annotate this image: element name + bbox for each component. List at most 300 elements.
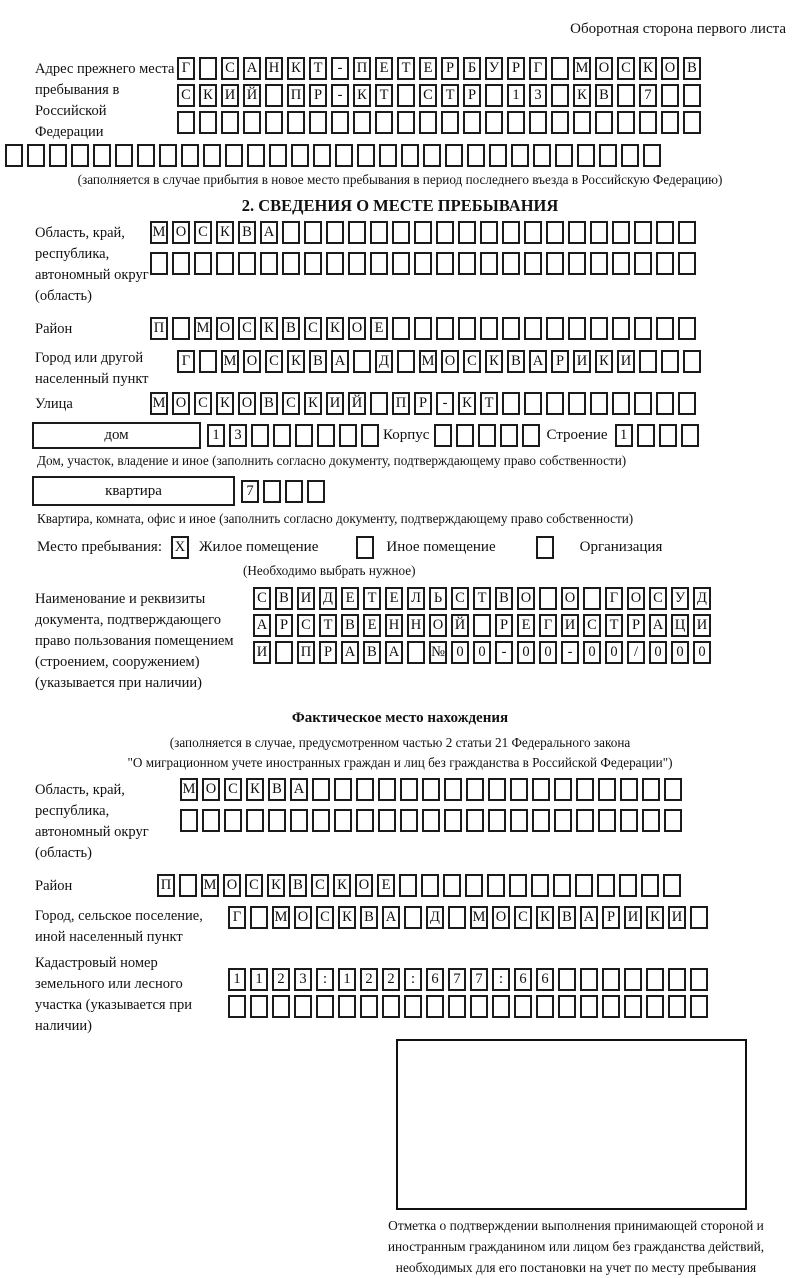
char-cell[interactable] [335, 144, 353, 167]
char-cell[interactable]: К [338, 906, 356, 929]
char-cell[interactable] [663, 874, 681, 897]
char-cell[interactable] [624, 995, 642, 1018]
char-cell[interactable] [370, 221, 388, 244]
char-cell[interactable] [646, 995, 664, 1018]
char-cell[interactable] [260, 252, 278, 275]
char-cell[interactable] [356, 536, 374, 559]
char-cell[interactable] [370, 392, 388, 415]
char-cell[interactable] [5, 144, 23, 167]
char-cell[interactable]: Й [348, 392, 366, 415]
char-cell[interactable] [507, 111, 525, 134]
char-cell[interactable] [269, 144, 287, 167]
char-cell[interactable]: С [224, 778, 242, 801]
char-cell[interactable] [448, 995, 466, 1018]
char-cell[interactable] [400, 809, 418, 832]
char-cell[interactable] [583, 587, 601, 610]
char-cell[interactable]: Т [375, 84, 393, 107]
char-cell[interactable]: Е [517, 614, 535, 637]
char-cell[interactable] [379, 144, 397, 167]
char-cell[interactable] [414, 252, 432, 275]
char-cell[interactable]: А [253, 614, 271, 637]
char-cell[interactable] [180, 809, 198, 832]
char-cell[interactable]: В [282, 317, 300, 340]
char-cell[interactable]: А [260, 221, 278, 244]
char-cell[interactable] [487, 874, 505, 897]
char-cell[interactable] [642, 809, 660, 832]
char-cell[interactable] [555, 144, 573, 167]
char-cell[interactable]: И [668, 906, 686, 929]
char-cell[interactable] [199, 350, 217, 373]
char-cell[interactable]: 2 [272, 968, 290, 991]
char-cell[interactable] [360, 995, 378, 1018]
char-cell[interactable]: 0 [517, 641, 535, 664]
char-cell[interactable]: Е [363, 614, 381, 637]
char-cell[interactable]: 7 [448, 968, 466, 991]
char-cell[interactable] [172, 252, 190, 275]
char-cell[interactable] [536, 995, 554, 1018]
char-cell[interactable]: С [311, 874, 329, 897]
char-cell[interactable] [317, 424, 335, 447]
char-cell[interactable] [463, 111, 481, 134]
char-cell[interactable] [656, 252, 674, 275]
char-cell[interactable] [524, 392, 542, 415]
char-cell[interactable] [641, 874, 659, 897]
char-cell[interactable]: : [404, 968, 422, 991]
char-cell[interactable] [436, 252, 454, 275]
char-cell[interactable] [617, 84, 635, 107]
char-cell[interactable]: О [517, 587, 535, 610]
char-cell[interactable] [268, 809, 286, 832]
char-cell[interactable]: Г [539, 614, 557, 637]
char-cell[interactable]: М [573, 57, 591, 80]
char-cell[interactable]: К [353, 84, 371, 107]
char-cell[interactable]: 2 [382, 968, 400, 991]
char-cell[interactable] [576, 778, 594, 801]
char-cell[interactable] [304, 252, 322, 275]
char-cell[interactable] [382, 995, 400, 1018]
char-cell[interactable]: О [172, 221, 190, 244]
char-cell[interactable]: К [646, 906, 664, 929]
char-cell[interactable] [399, 874, 417, 897]
char-cell[interactable] [225, 144, 243, 167]
char-cell[interactable] [313, 144, 331, 167]
char-cell[interactable]: Г [605, 587, 623, 610]
char-cell[interactable] [634, 392, 652, 415]
char-cell[interactable]: В [495, 587, 513, 610]
char-cell[interactable]: Р [627, 614, 645, 637]
char-cell[interactable]: В [268, 778, 286, 801]
char-cell[interactable] [265, 84, 283, 107]
char-cell[interactable] [546, 392, 564, 415]
char-cell[interactable]: - [561, 641, 579, 664]
char-cell[interactable] [356, 778, 374, 801]
char-cell[interactable]: М [272, 906, 290, 929]
char-cell[interactable]: О [294, 906, 312, 929]
char-cell[interactable] [639, 350, 657, 373]
char-cell[interactable] [426, 995, 444, 1018]
char-cell[interactable] [620, 809, 638, 832]
char-cell[interactable]: 0 [451, 641, 469, 664]
char-cell[interactable] [49, 144, 67, 167]
char-cell[interactable]: О [561, 587, 579, 610]
char-cell[interactable]: И [253, 641, 271, 664]
char-cell[interactable] [664, 778, 682, 801]
char-cell[interactable] [392, 252, 410, 275]
char-cell[interactable] [326, 221, 344, 244]
char-cell[interactable] [444, 809, 462, 832]
char-cell[interactable] [595, 111, 613, 134]
char-cell[interactable] [397, 111, 415, 134]
char-cell[interactable]: М [201, 874, 219, 897]
char-cell[interactable] [448, 906, 466, 929]
char-cell[interactable]: М [419, 350, 437, 373]
char-cell[interactable]: П [157, 874, 175, 897]
char-cell[interactable]: К [326, 317, 344, 340]
char-cell[interactable]: Р [602, 906, 620, 929]
char-cell[interactable] [339, 424, 357, 447]
char-cell[interactable] [602, 968, 620, 991]
char-cell[interactable] [348, 252, 366, 275]
char-cell[interactable] [202, 809, 220, 832]
char-cell[interactable]: В [289, 874, 307, 897]
char-cell[interactable] [546, 317, 564, 340]
char-cell[interactable] [137, 144, 155, 167]
char-cell[interactable] [348, 221, 366, 244]
char-cell[interactable] [590, 317, 608, 340]
char-cell[interactable]: 3 [529, 84, 547, 107]
char-cell[interactable]: Т [309, 57, 327, 80]
char-cell[interactable] [480, 317, 498, 340]
char-cell[interactable] [356, 809, 374, 832]
char-cell[interactable] [282, 221, 300, 244]
char-cell[interactable]: А [529, 350, 547, 373]
char-cell[interactable] [291, 144, 309, 167]
char-cell[interactable]: Р [414, 392, 432, 415]
char-cell[interactable] [524, 252, 542, 275]
char-cell[interactable] [646, 968, 664, 991]
char-cell[interactable] [546, 252, 564, 275]
char-cell[interactable] [334, 809, 352, 832]
char-cell[interactable] [558, 968, 576, 991]
char-cell[interactable]: Т [397, 57, 415, 80]
char-cell[interactable]: П [392, 392, 410, 415]
char-cell[interactable] [554, 778, 572, 801]
char-cell[interactable]: А [331, 350, 349, 373]
char-cell[interactable]: А [290, 778, 308, 801]
char-cell[interactable] [575, 874, 593, 897]
char-cell[interactable] [619, 874, 637, 897]
char-cell[interactable] [181, 144, 199, 167]
char-cell[interactable] [511, 144, 529, 167]
char-cell[interactable]: П [353, 57, 371, 80]
char-cell[interactable] [502, 392, 520, 415]
char-cell[interactable]: Д [319, 587, 337, 610]
char-cell[interactable]: № [429, 641, 447, 664]
char-cell[interactable] [467, 144, 485, 167]
char-cell[interactable]: 1 [228, 968, 246, 991]
char-cell[interactable] [678, 221, 696, 244]
char-cell[interactable] [510, 778, 528, 801]
char-cell[interactable] [295, 424, 313, 447]
char-cell[interactable] [558, 995, 576, 1018]
char-cell[interactable] [643, 144, 661, 167]
char-cell[interactable] [357, 144, 375, 167]
char-cell[interactable]: Р [309, 84, 327, 107]
char-cell[interactable] [263, 480, 281, 503]
char-cell[interactable] [443, 874, 461, 897]
char-cell[interactable]: П [287, 84, 305, 107]
char-cell[interactable]: С [304, 317, 322, 340]
char-cell[interactable] [478, 424, 496, 447]
char-cell[interactable] [326, 252, 344, 275]
char-cell[interactable]: М [470, 906, 488, 929]
char-cell[interactable] [307, 480, 325, 503]
char-cell[interactable] [678, 252, 696, 275]
char-cell[interactable] [246, 809, 264, 832]
char-cell[interactable] [598, 778, 616, 801]
char-cell[interactable]: О [202, 778, 220, 801]
char-cell[interactable]: К [536, 906, 554, 929]
char-cell[interactable]: В [558, 906, 576, 929]
char-cell[interactable] [639, 111, 657, 134]
char-cell[interactable]: Н [385, 614, 403, 637]
char-cell[interactable]: К [573, 84, 591, 107]
char-cell[interactable]: К [246, 778, 264, 801]
char-cell[interactable]: 1 [338, 968, 356, 991]
char-cell[interactable] [150, 252, 168, 275]
char-cell[interactable]: О [223, 874, 241, 897]
char-cell[interactable] [458, 221, 476, 244]
char-cell[interactable] [551, 57, 569, 80]
char-cell[interactable] [502, 252, 520, 275]
char-cell[interactable]: В [683, 57, 701, 80]
char-cell[interactable]: / [627, 641, 645, 664]
char-cell[interactable] [554, 809, 572, 832]
char-cell[interactable]: Г [529, 57, 547, 80]
char-cell[interactable]: К [287, 350, 305, 373]
char-cell[interactable] [251, 424, 269, 447]
char-cell[interactable] [617, 111, 635, 134]
char-cell[interactable] [247, 144, 265, 167]
char-cell[interactable]: С [451, 587, 469, 610]
char-cell[interactable] [397, 84, 415, 107]
char-cell[interactable] [664, 809, 682, 832]
char-cell[interactable]: 6 [514, 968, 532, 991]
char-cell[interactable] [294, 995, 312, 1018]
char-cell[interactable] [221, 111, 239, 134]
char-cell[interactable]: У [485, 57, 503, 80]
char-cell[interactable]: В [275, 587, 293, 610]
char-cell[interactable] [612, 392, 630, 415]
char-cell[interactable]: О [216, 317, 234, 340]
char-cell[interactable]: Е [385, 587, 403, 610]
char-cell[interactable]: Т [363, 587, 381, 610]
char-cell[interactable]: - [436, 392, 454, 415]
char-cell[interactable] [304, 221, 322, 244]
char-cell[interactable]: С [177, 84, 195, 107]
char-cell[interactable]: 7 [470, 968, 488, 991]
char-cell[interactable] [465, 874, 483, 897]
char-cell[interactable] [480, 221, 498, 244]
char-cell[interactable] [436, 317, 454, 340]
char-cell[interactable]: В [595, 84, 613, 107]
char-cell[interactable]: 0 [605, 641, 623, 664]
char-cell[interactable]: 0 [539, 641, 557, 664]
char-cell[interactable]: - [331, 57, 349, 80]
char-cell[interactable] [272, 995, 290, 1018]
char-cell[interactable] [532, 778, 550, 801]
char-cell[interactable] [397, 350, 415, 373]
char-cell[interactable]: С [617, 57, 635, 80]
char-cell[interactable]: - [331, 84, 349, 107]
char-cell[interactable]: А [385, 641, 403, 664]
char-cell[interactable] [612, 252, 630, 275]
char-cell[interactable]: Н [407, 614, 425, 637]
char-cell[interactable] [243, 111, 261, 134]
char-cell[interactable]: С [419, 84, 437, 107]
char-cell[interactable] [656, 392, 674, 415]
char-cell[interactable]: А [382, 906, 400, 929]
char-cell[interactable] [331, 111, 349, 134]
char-cell[interactable] [488, 778, 506, 801]
char-cell[interactable]: Й [243, 84, 261, 107]
char-cell[interactable] [576, 809, 594, 832]
char-cell[interactable] [668, 995, 686, 1018]
char-cell[interactable] [668, 968, 686, 991]
char-cell[interactable] [273, 424, 291, 447]
char-cell[interactable]: 0 [671, 641, 689, 664]
char-cell[interactable]: О [348, 317, 366, 340]
char-cell[interactable] [466, 778, 484, 801]
char-cell[interactable] [661, 350, 679, 373]
char-cell[interactable] [334, 778, 352, 801]
char-cell[interactable]: О [441, 350, 459, 373]
char-cell[interactable]: В [363, 641, 381, 664]
char-cell[interactable] [421, 874, 439, 897]
char-cell[interactable] [637, 424, 655, 447]
char-cell[interactable] [177, 111, 195, 134]
char-cell[interactable] [634, 317, 652, 340]
char-cell[interactable] [514, 995, 532, 1018]
char-cell[interactable]: 6 [536, 968, 554, 991]
char-cell[interactable]: Т [441, 84, 459, 107]
char-cell[interactable]: Е [419, 57, 437, 80]
char-cell[interactable]: Е [370, 317, 388, 340]
char-cell[interactable]: А [341, 641, 359, 664]
char-cell[interactable]: Д [426, 906, 444, 929]
char-cell[interactable]: П [297, 641, 315, 664]
char-cell[interactable]: С [253, 587, 271, 610]
char-cell[interactable] [659, 424, 677, 447]
char-cell[interactable] [466, 809, 484, 832]
char-cell[interactable] [683, 111, 701, 134]
char-cell[interactable] [470, 995, 488, 1018]
char-cell[interactable]: О [355, 874, 373, 897]
char-cell[interactable]: К [216, 221, 234, 244]
char-cell[interactable]: И [326, 392, 344, 415]
char-cell[interactable]: А [580, 906, 598, 929]
char-cell[interactable]: С [316, 906, 334, 929]
char-cell[interactable]: В [507, 350, 525, 373]
char-cell[interactable]: К [267, 874, 285, 897]
char-cell[interactable] [285, 480, 303, 503]
char-cell[interactable] [678, 392, 696, 415]
char-cell[interactable] [414, 317, 432, 340]
char-cell[interactable]: Д [693, 587, 711, 610]
char-cell[interactable]: И [617, 350, 635, 373]
char-cell[interactable] [553, 874, 571, 897]
char-cell[interactable]: Ц [671, 614, 689, 637]
char-cell[interactable]: 0 [649, 641, 667, 664]
char-cell[interactable] [590, 252, 608, 275]
char-cell[interactable]: И [221, 84, 239, 107]
char-cell[interactable] [458, 252, 476, 275]
char-cell[interactable]: М [150, 392, 168, 415]
char-cell[interactable]: С [245, 874, 263, 897]
char-cell[interactable]: Г [177, 57, 195, 80]
char-cell[interactable] [532, 809, 550, 832]
char-cell[interactable] [282, 252, 300, 275]
char-cell[interactable]: К [485, 350, 503, 373]
char-cell[interactable]: С [514, 906, 532, 929]
char-cell[interactable] [690, 906, 708, 929]
char-cell[interactable]: Н [265, 57, 283, 80]
char-cell[interactable]: И [624, 906, 642, 929]
char-cell[interactable]: У [671, 587, 689, 610]
char-cell[interactable] [678, 317, 696, 340]
char-cell[interactable] [434, 424, 452, 447]
char-cell[interactable] [580, 995, 598, 1018]
char-cell[interactable]: А [243, 57, 261, 80]
char-cell[interactable] [509, 874, 527, 897]
char-cell[interactable] [539, 587, 557, 610]
char-cell[interactable] [602, 995, 620, 1018]
char-cell[interactable]: 0 [693, 641, 711, 664]
char-cell[interactable] [488, 809, 506, 832]
char-cell[interactable] [445, 144, 463, 167]
char-cell[interactable]: О [627, 587, 645, 610]
char-cell[interactable]: Г [177, 350, 195, 373]
char-cell[interactable]: 1 [207, 424, 225, 447]
char-cell[interactable] [423, 144, 441, 167]
char-cell[interactable] [612, 317, 630, 340]
char-cell[interactable] [194, 252, 212, 275]
char-cell[interactable] [683, 350, 701, 373]
char-cell[interactable]: С [194, 221, 212, 244]
char-cell[interactable]: С [463, 350, 481, 373]
char-cell[interactable]: Б [463, 57, 481, 80]
char-cell[interactable]: О [172, 392, 190, 415]
char-cell[interactable] [599, 144, 617, 167]
char-cell[interactable] [422, 809, 440, 832]
char-cell[interactable] [338, 995, 356, 1018]
char-cell[interactable]: С [238, 317, 256, 340]
char-cell[interactable]: Р [319, 641, 337, 664]
char-cell[interactable] [642, 778, 660, 801]
char-cell[interactable]: О [661, 57, 679, 80]
char-cell[interactable] [392, 221, 410, 244]
char-cell[interactable] [568, 317, 586, 340]
char-cell[interactable] [441, 111, 459, 134]
char-cell[interactable] [238, 252, 256, 275]
char-cell[interactable]: П [150, 317, 168, 340]
char-cell[interactable]: Р [441, 57, 459, 80]
char-cell[interactable]: Р [507, 57, 525, 80]
char-cell[interactable]: 0 [473, 641, 491, 664]
char-cell[interactable]: М [221, 350, 239, 373]
char-cell[interactable] [203, 144, 221, 167]
char-cell[interactable] [485, 111, 503, 134]
